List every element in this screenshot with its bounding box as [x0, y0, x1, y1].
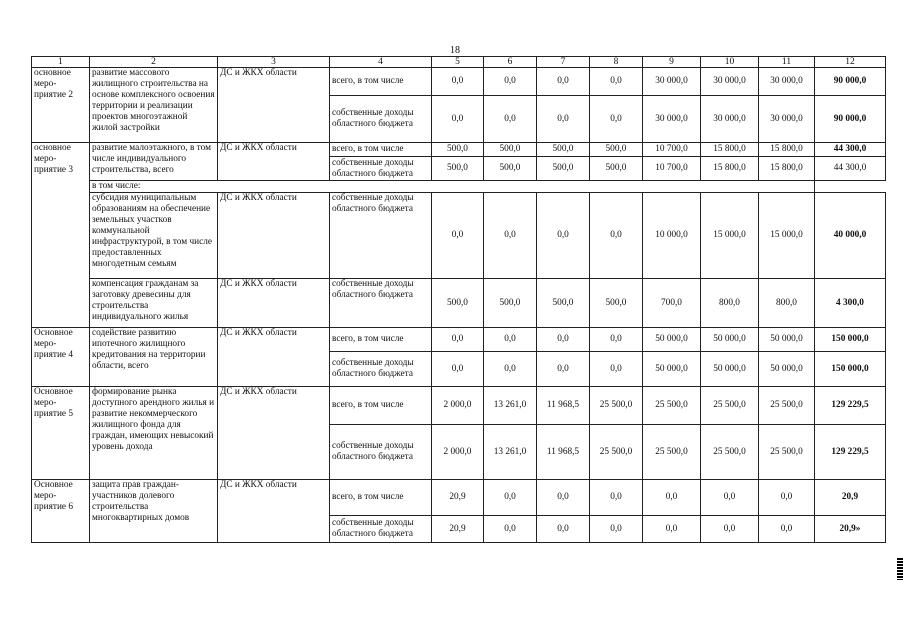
value-cell: 2 000,0 — [432, 387, 484, 425]
value-cell: 11 968,5 — [537, 425, 590, 480]
activity-description: формирование рынка доступного арендного жилья и развитие некоммерческого жилищного фонда для граждан, имеющих невысокий уровень дохода — [90, 387, 218, 480]
value-cell: 0,0 — [590, 480, 643, 516]
value-cell: 0,0 — [590, 516, 643, 543]
funding-source: всего, в том числе — [330, 143, 432, 157]
value-cell: 30 000,0 — [701, 68, 759, 96]
value-cell: 0,0 — [590, 68, 643, 96]
header-cell: 4 — [330, 57, 432, 68]
header-cell: 1 — [32, 57, 90, 68]
value-cell: 0,0 — [537, 480, 590, 516]
value-cell: 25 500,0 — [643, 425, 701, 480]
value-cell: 50 000,0 — [701, 328, 759, 352]
funding-source: собственные доходы областного бюджета — [330, 352, 432, 387]
value-cell: 0,0 — [759, 516, 815, 543]
total-cell: 44 300,0 — [815, 143, 886, 157]
value-cell: 0,0 — [701, 480, 759, 516]
header-cell: 9 — [643, 57, 701, 68]
activity-name: Основное меро-приятие 4 — [32, 328, 90, 387]
funding-source: собственные доходы областного бюджета — [330, 157, 432, 181]
value-cell: 50 000,0 — [643, 352, 701, 387]
total-cell: 150 000,0 — [815, 352, 886, 387]
value-cell: 11 968,5 — [537, 387, 590, 425]
value-cell: 0,0 — [432, 328, 484, 352]
value-cell: 30 000,0 — [701, 96, 759, 143]
value-cell: 500,0 — [590, 143, 643, 157]
value-cell: 25 500,0 — [759, 425, 815, 480]
header-cell: 11 — [759, 57, 815, 68]
value-cell: 15 000,0 — [701, 193, 759, 279]
value-cell: 50 000,0 — [759, 328, 815, 352]
value-cell: 20,9 — [432, 480, 484, 516]
funding-source: собственные доходы областного бюджета — [330, 425, 432, 480]
value-cell: 0,0 — [590, 352, 643, 387]
value-cell: 0,0 — [590, 96, 643, 143]
value-cell: 44 300,0 — [815, 157, 886, 181]
value-cell: 15 000,0 — [759, 193, 815, 279]
value-cell: 25 500,0 — [701, 425, 759, 480]
value-cell: 0,0 — [590, 328, 643, 352]
value-cell: 25 500,0 — [759, 387, 815, 425]
total-cell: 20,9» — [815, 516, 886, 543]
activity-description: защита прав граждан-участников долевого строительства многоквартирных домов — [90, 480, 218, 543]
total-cell: 129 229,5 — [815, 425, 886, 480]
value-cell: 500,0 — [537, 143, 590, 157]
value-cell: 0,0 — [484, 328, 537, 352]
funding-source: собственные доходы областного бюджета — [330, 279, 432, 328]
activity-description: развитие малоэтажного, в том числе индивидуального строительства, всего — [90, 143, 218, 181]
table-row — [32, 193, 886, 279]
value-cell: 0,0 — [643, 516, 701, 543]
value-cell: 500,0 — [537, 157, 590, 181]
value-cell: 0,0 — [432, 68, 484, 96]
activity-name: Основное меро-приятие 5 — [32, 387, 90, 480]
value-cell: 15 800,0 — [701, 157, 759, 181]
value-cell: 20,9 — [432, 516, 484, 543]
value-cell: 0,0 — [484, 96, 537, 143]
header-cell: 10 — [701, 57, 759, 68]
value-cell: 50 000,0 — [759, 352, 815, 387]
value-cell: 10 700,0 — [643, 157, 701, 181]
value-cell: 15 800,0 — [759, 143, 815, 157]
value-cell: 700,0 — [643, 279, 701, 328]
value-cell: 0,0 — [432, 352, 484, 387]
value-cell: 0,0 — [484, 480, 537, 516]
value-cell: 13 261,0 — [484, 387, 537, 425]
activity-description: содействие развитию ипотечного жилищного кредитования на территории области, всего — [90, 328, 218, 387]
table-row — [32, 279, 886, 328]
value-cell: 30 000,0 — [759, 68, 815, 96]
scan-edge-mark — [897, 558, 903, 580]
value-cell: 15 800,0 — [701, 143, 759, 157]
value-cell: 500,0 — [432, 157, 484, 181]
executor: ДС и ЖКХ области — [218, 68, 330, 143]
value-cell: 0,0 — [432, 96, 484, 143]
executor: ДС и ЖКХ области — [218, 480, 330, 543]
value-cell: 0,0 — [701, 516, 759, 543]
executor: ДС и ЖКХ области — [218, 328, 330, 387]
funding-source: всего, в том числе — [330, 68, 432, 96]
value-cell: 50 000,0 — [701, 352, 759, 387]
total-cell: 150 000,0 — [815, 328, 886, 352]
total-cell: 4 300,0 — [815, 279, 886, 328]
table-row — [32, 68, 886, 96]
header-cell: 6 — [484, 57, 537, 68]
total-cell: 20,9 — [815, 480, 886, 516]
value-cell: 0,0 — [537, 68, 590, 96]
table-row — [32, 181, 886, 193]
value-cell: 30 000,0 — [643, 68, 701, 96]
header-row — [32, 57, 886, 68]
value-cell: 13 261,0 — [484, 425, 537, 480]
value-cell: 0,0 — [537, 193, 590, 279]
value-cell: 0,0 — [537, 96, 590, 143]
value-cell: 800,0 — [759, 279, 815, 328]
table-row — [32, 387, 886, 425]
table-row — [32, 328, 886, 352]
value-cell: 30 000,0 — [759, 96, 815, 143]
value-cell: 500,0 — [432, 279, 484, 328]
funding-source: собственные доходы областного бюджета — [330, 516, 432, 543]
table-row — [32, 143, 886, 157]
value-cell: 0,0 — [432, 193, 484, 279]
activity-name: Основное меро-приятие 6 — [32, 480, 90, 543]
value-cell: 10 700,0 — [643, 143, 701, 157]
value-cell: 25 500,0 — [701, 387, 759, 425]
activity-description: развитие массового жилищного строительства на основе комплексного освоения территории и реализации проектов многоэтажной жилой застройки — [90, 68, 218, 143]
value-cell: 500,0 — [484, 143, 537, 157]
value-cell: 25 500,0 — [590, 425, 643, 480]
value-cell: 0,0 — [484, 193, 537, 279]
value-cell: 50 000,0 — [643, 328, 701, 352]
value-cell: 15 800,0 — [759, 157, 815, 181]
value-cell: 0,0 — [643, 480, 701, 516]
value-cell: 30 000,0 — [643, 96, 701, 143]
funding-source: всего, в том числе — [330, 387, 432, 425]
value-cell: 0,0 — [537, 328, 590, 352]
header-cell: 12 — [815, 57, 886, 68]
value-cell: 10 000,0 — [643, 193, 701, 279]
value-cell: 0,0 — [590, 193, 643, 279]
value-cell: 0,0 — [484, 68, 537, 96]
funding-source: собственные доходы областного бюджета — [330, 96, 432, 143]
value-cell: 500,0 — [484, 279, 537, 328]
value-cell: 500,0 — [590, 157, 643, 181]
funding-source: собственные доходы областного бюджета — [330, 193, 432, 279]
value-cell: 500,0 — [484, 157, 537, 181]
total-cell: 90 000,0 — [815, 68, 886, 96]
value-cell: 500,0 — [590, 279, 643, 328]
executor: ДС и ЖКХ области — [218, 279, 330, 328]
page-number: 18 — [450, 45, 460, 56]
funding-source: всего, в том числе — [330, 480, 432, 516]
header-cell: 5 — [432, 57, 484, 68]
activity-name: основное меро-приятие 3 — [32, 143, 90, 328]
header-cell: 3 — [218, 57, 330, 68]
header-cell: 2 — [90, 57, 218, 68]
funding-source: всего, в том числе — [330, 328, 432, 352]
value-cell: 25 500,0 — [590, 387, 643, 425]
header-cell: 8 — [590, 57, 643, 68]
value-cell: 0,0 — [537, 516, 590, 543]
value-cell: 500,0 — [432, 143, 484, 157]
subsection-label: в том числе: — [90, 181, 815, 193]
value-cell: 0,0 — [759, 480, 815, 516]
total-cell: 40 000,0 — [815, 193, 886, 279]
funding-table — [31, 56, 886, 543]
executor: ДС и ЖКХ области — [218, 143, 330, 181]
value-cell: 0,0 — [537, 352, 590, 387]
executor: ДС и ЖКХ области — [218, 193, 330, 279]
value-cell: 800,0 — [701, 279, 759, 328]
value-cell: 0,0 — [484, 516, 537, 543]
value-cell: 25 500,0 — [643, 387, 701, 425]
table-row — [32, 480, 886, 516]
value-cell: 2 000,0 — [432, 425, 484, 480]
header-cell: 7 — [537, 57, 590, 68]
total-cell: 90 000,0 — [815, 96, 886, 143]
value-cell: 500,0 — [537, 279, 590, 328]
activity-description: компенсация гражданам за заготовку древесины для строительства индивидуального жилья — [90, 279, 218, 328]
value-cell: 0,0 — [484, 352, 537, 387]
executor: ДС и ЖКХ области — [218, 387, 330, 480]
activity-name: основное меро-приятие 2 — [32, 68, 90, 143]
total-cell: 129 229,5 — [815, 387, 886, 425]
activity-description: субсидия муниципальным образованиям на обеспечение земельных участков коммунальной инфраструктурой, в том числе предоставленных многодетным семьям — [90, 193, 218, 279]
